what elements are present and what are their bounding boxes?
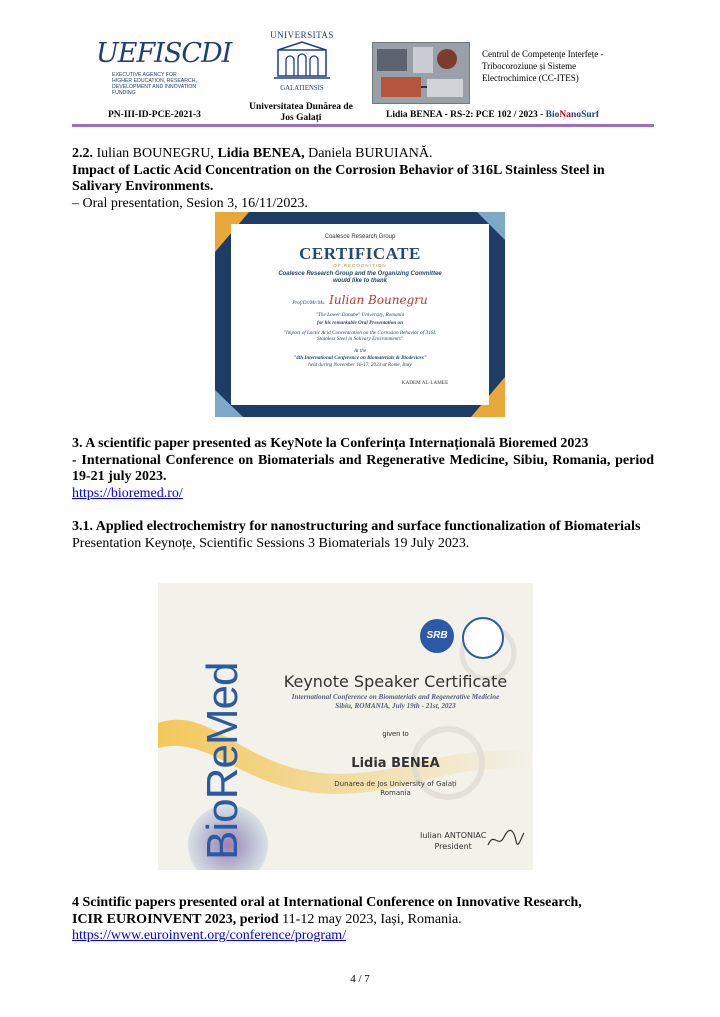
center-name: [482, 48, 642, 84]
cert2-affiliation-line1: Dunarea de Jos University of Galați: [334, 780, 457, 788]
section-2-2: [72, 146, 654, 212]
cert1-topic-line1: "Impact of Lactic Acid Concentration on the Corrosion Behavior of 316L: [283, 330, 437, 336]
section-3: [72, 436, 654, 502]
cert1-conference: "4th International Conference on Biomaterials & Biodevices": [293, 355, 427, 361]
university-logo-bottom-text: GALATIENSIS: [280, 85, 324, 92]
certificate-image-1: [215, 212, 505, 417]
university-name-line2: Jos Galați: [280, 113, 322, 123]
cert1-intro: [231, 271, 489, 285]
university-logo: [268, 30, 336, 94]
report-prefix: Lidia BENEA - RS-2: PCE 102 / 2023 -: [386, 110, 546, 120]
cert2-affiliation-line2: Romania: [380, 789, 411, 797]
section-3-1-title: 3.1. Applied electrochemistry for nanostructuring and surface functionalization of Biomaterials: [72, 519, 641, 534]
bioremed-link[interactable]: https://bioremed.ro/: [72, 485, 183, 501]
center-name-line3: Electrochimice (CC-ITES): [482, 73, 579, 83]
center-name-line1: Centrul de Competențe Interfețe -: [482, 49, 604, 59]
cert1-prefix: Prof/Dr/Mr/Ms.: [292, 300, 326, 306]
university-name-line1: Universitatea Dunărea de: [249, 102, 353, 112]
cert1-subtitle: OF RECOGNITION: [333, 263, 387, 268]
cert1-intro-line2: would like to thank: [332, 278, 387, 284]
brand-nosurf: noSurf: [571, 110, 600, 120]
brand-na: Na: [559, 110, 572, 120]
author-2: Lidia BENEA,: [217, 146, 305, 161]
cert1-name: Iulian Bounegru: [329, 293, 428, 307]
center-name-line2: Tribocoroziune și Sisteme: [482, 61, 577, 71]
header-divider: [72, 124, 654, 127]
euroinvent-link[interactable]: https://www.euroinvent.org/conference/program/: [72, 928, 347, 943]
section-4-dates: 11-12 may 2023, Iași, Romania.: [278, 911, 462, 927]
certificate-image-2: [158, 583, 533, 870]
cert1-group: Coalesce Research Group: [324, 234, 396, 240]
page-number: 4 / 7: [350, 973, 370, 985]
cert1-at: At the: [353, 348, 367, 354]
cert2-president: [420, 830, 486, 852]
section-4-event: ICIR EUROINVENT 2023, period: [72, 911, 279, 927]
brand-bio: Bio: [545, 110, 560, 120]
cert2-president-title: President: [434, 842, 472, 851]
section-3-heading: 3. A scientific paper presented as KeyNote la Conferința Internațională Bioremed 2023: [72, 436, 589, 451]
bioremed-vertical-text: BioReMed: [198, 662, 247, 860]
cert1-for: for his remarkable Oral Presentation on: [316, 320, 404, 326]
section-number: 2.2.: [72, 146, 93, 161]
report-id: [386, 110, 599, 120]
university-building-icon: [272, 40, 332, 80]
cert2-conference-line1: International Conference on Biomaterials and Regenerative Medicine: [291, 693, 500, 701]
cert2-president-name: Iulian ANTONIAC: [420, 831, 487, 840]
university-seal-icon: [462, 617, 504, 659]
cert1-topic-line2: Stainless Steel in Salivary Environments": [317, 336, 403, 342]
cert1-dates: held during November 16-17, 2023 at Rome, Italy: [308, 362, 412, 368]
uefiscdi-logo: [88, 38, 232, 116]
section-4-line1: 4 Scintific papers presented oral at International Conference on Innovative Research,: [72, 895, 582, 910]
cert2-affiliation: [258, 780, 533, 798]
presentation-info: – Oral presentation, Sesion 3, 16/11/2023.: [72, 195, 308, 211]
section-3-1: [72, 519, 650, 552]
srb-logo: [420, 619, 454, 653]
cert1-signatory: KADEM AL-LAMEE: [401, 380, 449, 386]
bioremed-brand: [188, 583, 247, 870]
author-3: Daniela BURUIANĂ.: [304, 146, 433, 161]
signature-icon: [486, 827, 526, 851]
cert1-recipient: [231, 293, 489, 307]
paper-title: Impact of Lactic Acid Concentration on the Corrosion Behavior of 316L Stainless Steel in Salivary Environments.: [72, 162, 605, 194]
university-logo-top-text: UNIVERSITAS: [270, 30, 334, 40]
cert1-topic: [231, 330, 489, 342]
section-3-1-presentation: Presentation Keynoțe, Scientific Sessions 3 Biomaterials 19 July 2023.: [72, 535, 470, 551]
cert2-given-to: given to: [382, 729, 409, 738]
cert2-conference: [258, 693, 533, 711]
cert2-title: Keynote Speaker Certificate: [283, 672, 508, 691]
srb-logo-text: SRB: [426, 630, 448, 641]
university-name: [236, 102, 366, 124]
cert1-title: CERTIFICATE: [299, 244, 421, 263]
section-3-subheading: - International Conference on Biomaterials and Regenerative Medicine, Sibiu, Romania, period 19-21 july 2023.: [72, 452, 654, 484]
section-2-2-authors: [72, 146, 654, 163]
uefiscdi-logo-text: UEFISCDI: [96, 38, 232, 69]
section-4-line2: [72, 912, 654, 929]
lab-equipment-photo: [372, 42, 470, 104]
uefiscdi-tagline: EXECUTIVE AGENCY FOR HIGHER EDUCATION, RESEARCH, DEVELOPMENT AND INNOVATION FUNDING: [112, 72, 197, 96]
cert1-affiliation: "The Lower Danube" University, Romania: [315, 312, 405, 318]
project-code: PN-III-ID-PCE-2021-3: [108, 110, 201, 120]
cert2-conference-line2: Sibiu, ROMANIA, July 19th - 21st, 2023: [335, 702, 456, 710]
cert1-intro-line1: Coalesce Research Group and the Organizing Committee: [278, 271, 442, 277]
section-4: [72, 895, 654, 945]
certificate-1-body: [231, 224, 489, 405]
author-1: Iulian BOUNEGRU,: [93, 146, 218, 161]
cert2-recipient-name: Lidia BENEA: [351, 756, 440, 771]
